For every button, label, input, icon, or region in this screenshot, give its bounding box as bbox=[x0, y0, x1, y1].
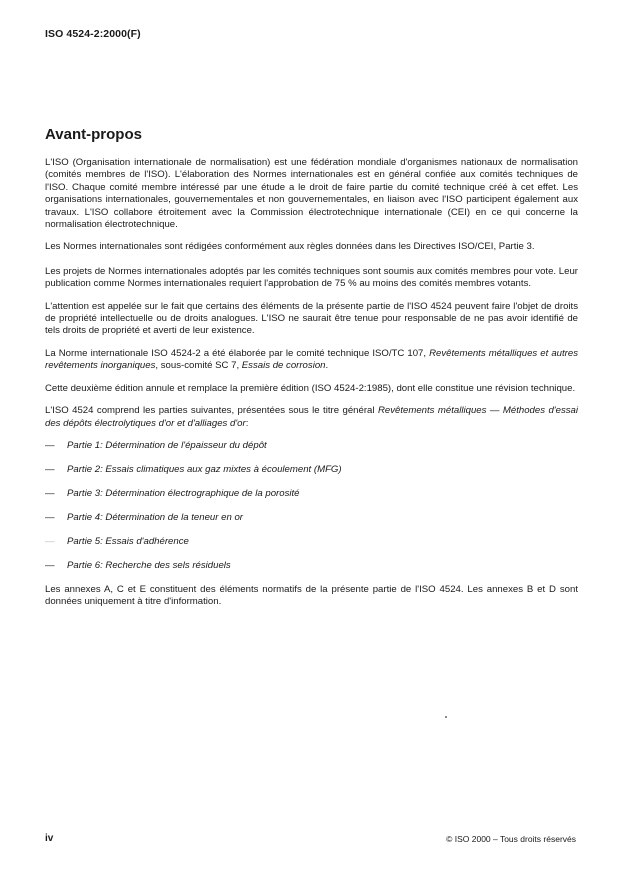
dash-marker: — bbox=[45, 559, 55, 571]
committee-text: La Norme internationale ISO 4524-2 a été élaborée par le comité technique ISO/TC 107, bbox=[45, 347, 430, 359]
parts-list bbox=[45, 440, 578, 572]
scan-speck bbox=[445, 716, 447, 718]
paragraph-voting: Les projets de Normes internationales adoptés par les comités techniques sont soumis aux comités membres pour vote. Leur publication comme Normes internationales requiert l'approbation de 75 % au moins des comités membres votants. bbox=[45, 265, 578, 290]
copyright-notice: © ISO 2000 – Tous droits réservés bbox=[446, 834, 576, 844]
list-item bbox=[45, 536, 578, 548]
general-title: Revêtements métalliques — Méthodes d'essai des dépôts électrolytiques d'or et d'alliages d'or bbox=[45, 405, 579, 429]
committee-title: Revêtements métalliques et autres revêtements inorganiques bbox=[45, 347, 578, 372]
paragraph-patent-rights: L'attention est appelée sur le fait que certains des éléments de la présente partie de l'ISO 4524 peuvent faire l'objet de droits de propriété intellectuelle ou de droits analogues. L'ISO ne saurait être tenue pour responsable de ne pas avoir identifié de tels droits de propriété et averti de leur existence. bbox=[45, 300, 578, 337]
dash-marker: — bbox=[45, 535, 55, 547]
page-number: iv bbox=[45, 833, 54, 844]
committee-end: . bbox=[325, 360, 329, 372]
dash-marker: — bbox=[45, 463, 55, 475]
paragraph-parts-intro bbox=[45, 405, 578, 430]
list-item bbox=[45, 560, 578, 572]
list-item bbox=[45, 464, 578, 476]
list-item bbox=[45, 488, 578, 500]
part-title: Partie 5: Essais d'adhérence bbox=[67, 535, 189, 547]
section-title: Avant-propos bbox=[45, 126, 142, 143]
paragraph-annexes: Les annexes A, C et E constituent des éléments normatifs de la présente partie de l'ISO 4524. Les annexes B et D sont données uniquement à titre d'information. bbox=[45, 583, 578, 608]
part-title: Partie 1: Détermination de l'épaisseur du dépôt bbox=[67, 439, 267, 451]
foreword-body bbox=[45, 157, 578, 619]
part-title: Partie 4: Détermination de la teneur en or bbox=[67, 511, 243, 523]
committee-text-2: , sous-comité SC 7, bbox=[155, 360, 242, 372]
dash-marker: — bbox=[45, 439, 55, 451]
paragraph-committee bbox=[45, 348, 578, 373]
part-title: Partie 2: Essais climatiques aux gaz mixtes à écoulement (MFG) bbox=[67, 463, 342, 475]
list-item bbox=[45, 512, 578, 524]
subcommittee-title: Essais de corrosion bbox=[241, 360, 326, 372]
document-header: ISO 4524-2:2000(F) bbox=[45, 28, 141, 40]
part-title: Partie 3: Détermination électrographique de la porosité bbox=[67, 487, 300, 499]
dash-marker: — bbox=[45, 487, 55, 499]
paragraph-edition: Cette deuxième édition annule et remplace la première édition (ISO 4524-2:1985), dont elle constitue une révision technique. bbox=[45, 382, 576, 394]
part-title: Partie 6: Recherche des sels résiduels bbox=[67, 559, 231, 571]
parts-intro-text: L'ISO 4524 comprend les parties suivantes, présentées sous le titre général bbox=[45, 405, 378, 417]
list-item bbox=[45, 440, 578, 452]
paragraph-iso-intro: L'ISO (Organisation internationale de normalisation) est une fédération mondiale d'organismes nationaux de normalisation (comités membres de l'ISO). L'élaboration des Normes internationales est en général confiée aux comités techniques de l'ISO. Chaque comité membre intéressé par une étude a le droit de faire partie du comité technique créé à cet effet. Les organisations internationales, gouvernementales et non gouvernementales, en liaison avec l'ISO participent également aux travaux. L'ISO collabore étroitement avec la Commission électrotechnique internationale (CEI) en ce qui concerne la normalisation électrotechnique. bbox=[45, 157, 578, 231]
dash-marker: — bbox=[45, 511, 55, 523]
paragraph-directives: Les Normes internationales sont rédigées conformément aux règles données dans les Directives ISO/CEI, Partie 3. bbox=[45, 241, 535, 253]
parts-intro-end: : bbox=[245, 417, 249, 429]
